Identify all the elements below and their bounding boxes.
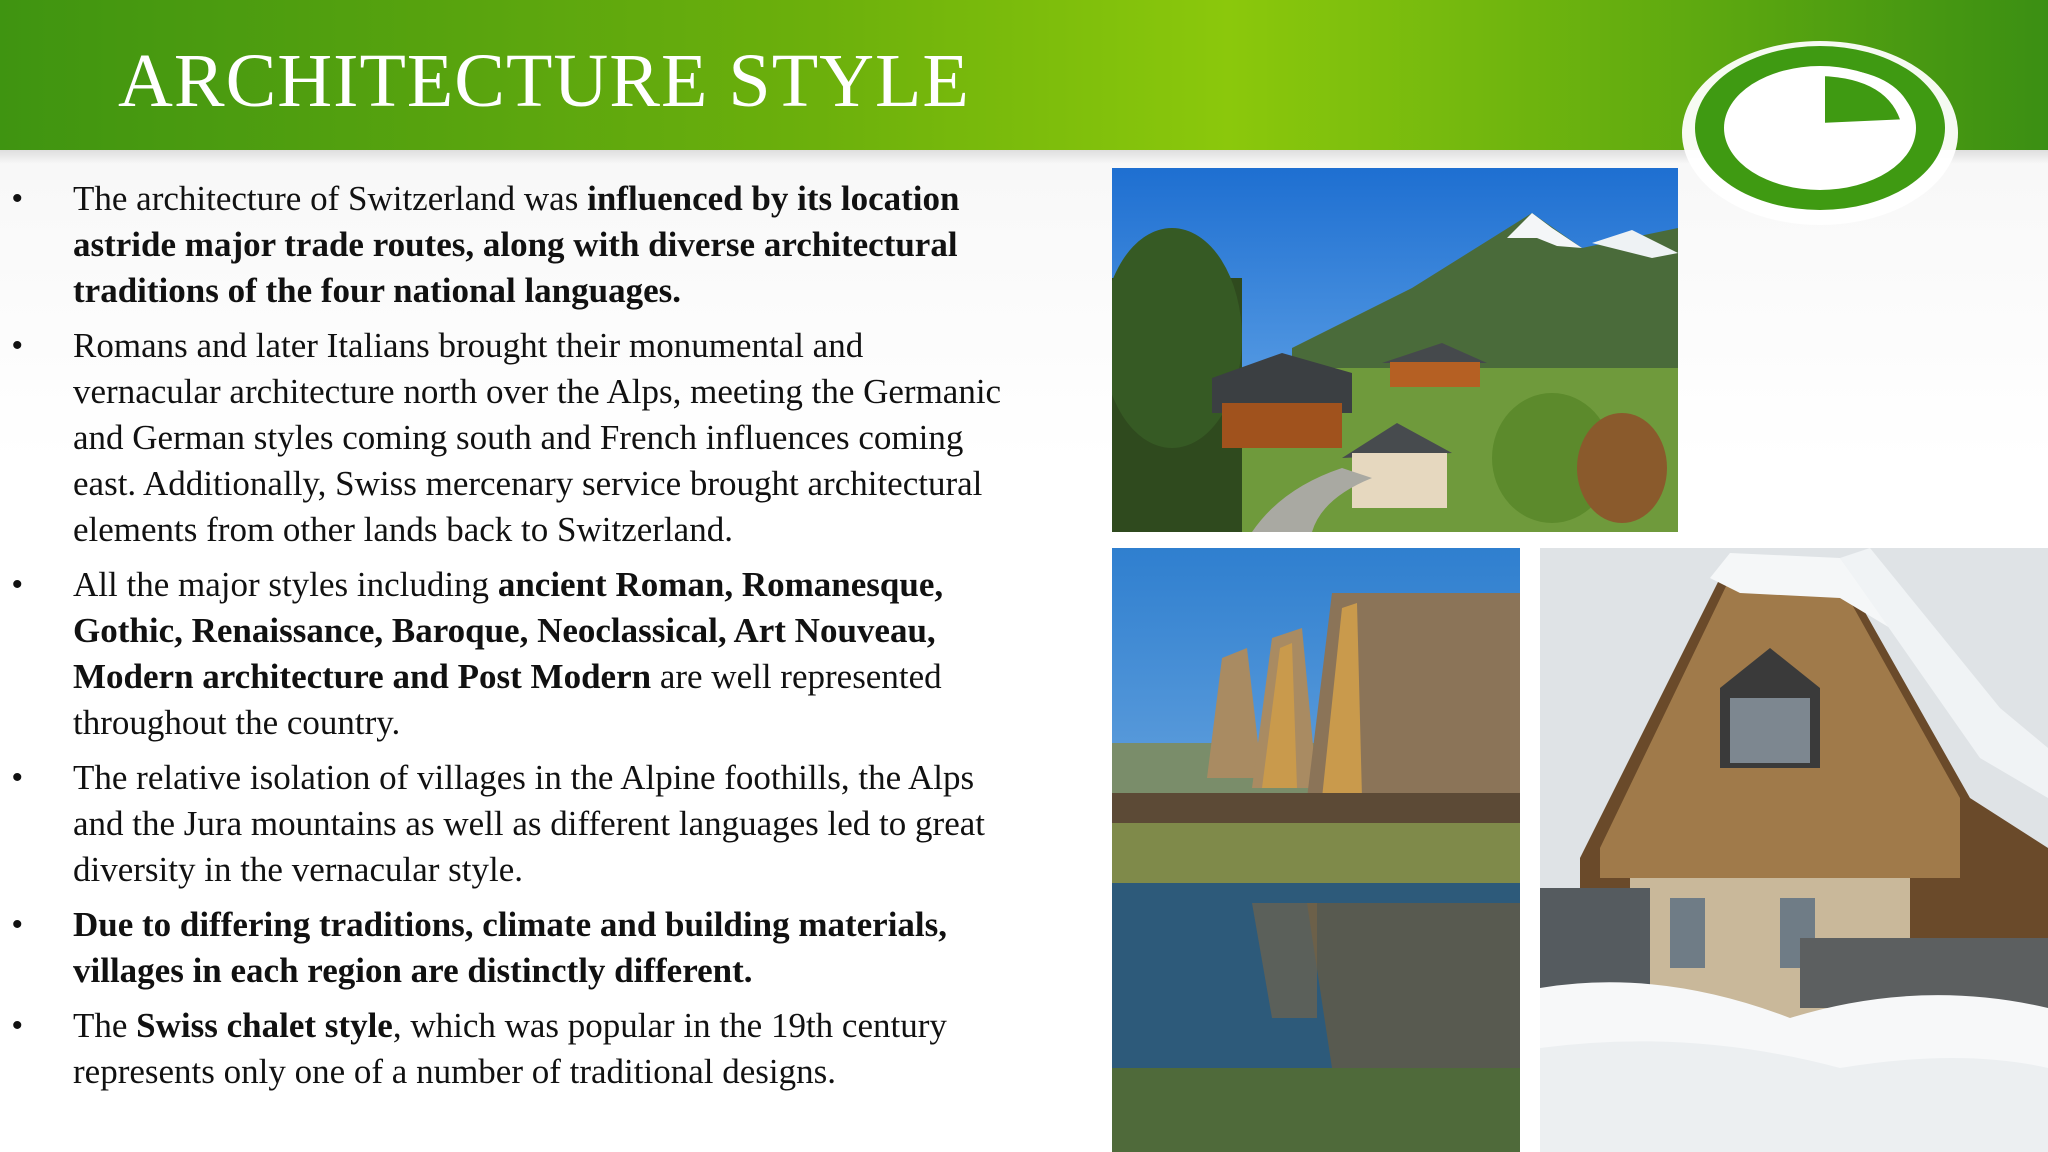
- bold-text: astride major trade routes, along with diverse architectural: [73, 225, 958, 264]
- bullet-line: [73, 700, 1100, 746]
- bullet-line: [73, 847, 1100, 893]
- bullet-line: [73, 507, 1100, 553]
- logo-icon: [1670, 28, 1970, 228]
- bullet-line: [73, 801, 1100, 847]
- bullet-marker: •: [12, 908, 23, 941]
- body-text: throughout the country.: [73, 703, 401, 742]
- bullet-marker: •: [12, 1009, 23, 1042]
- body-text: elements from other lands back to Switzerland.: [73, 510, 733, 549]
- bullet-item: [0, 902, 1100, 994]
- bullet-line: [73, 222, 1100, 268]
- bullet-line: [73, 461, 1100, 507]
- bullet-item: [0, 323, 1100, 553]
- bullet-line: [73, 1049, 1100, 1095]
- bullet-item: [0, 176, 1100, 314]
- bullet-marker: •: [12, 182, 23, 215]
- bullet-marker: •: [12, 761, 23, 794]
- bullet-line: [73, 369, 1100, 415]
- bold-text: traditions of the four national languages.: [73, 271, 682, 310]
- bullet-list: [0, 176, 1100, 1104]
- bold-text: Swiss chalet style: [136, 1006, 393, 1045]
- body-text: The: [73, 1006, 137, 1045]
- body-text: The architecture of Switzerland was: [73, 179, 588, 218]
- body-text: and the Jura mountains as well as different languages led to great: [73, 804, 985, 843]
- bullet-item: [0, 562, 1100, 746]
- body-text: vernacular architecture north over the Alps, meeting the Germanic: [73, 372, 1002, 411]
- body-text: east. Additionally, Swiss mercenary service brought architectural: [73, 464, 983, 503]
- body-text: The relative isolation of villages in the Alpine foothills, the Alps: [73, 758, 975, 797]
- bullet-line: [73, 562, 1100, 608]
- bullet-marker: •: [12, 329, 23, 362]
- bullet-line: [73, 755, 1100, 801]
- bold-text: influenced by its location: [587, 179, 960, 218]
- bullet-line: [73, 323, 1100, 369]
- slide-title: ARCHITECTURE STYLE: [118, 39, 970, 123]
- bullet-marker: •: [12, 568, 23, 601]
- body-text: Romans and later Italians brought their monumental and: [73, 326, 864, 365]
- bold-text: Due to differing traditions, climate and building materials,: [73, 905, 948, 944]
- photo-snowy-chalet: [1540, 548, 2048, 1152]
- body-text: , which was popular in the 19th century: [392, 1006, 947, 1045]
- bullet-line: [73, 1003, 1100, 1049]
- body-text: and German styles coming south and French influences coming: [73, 418, 964, 457]
- bullet-line: [73, 654, 1100, 700]
- bold-text: Modern architecture and Post Modern: [73, 657, 652, 696]
- bullet-line: [73, 608, 1100, 654]
- bullet-line: [73, 415, 1100, 461]
- photo-thatched-houses: [1112, 548, 1520, 1152]
- photo-alpine-village: [1112, 168, 1678, 532]
- bullet-line: [73, 268, 1100, 314]
- bullet-line: [73, 902, 1100, 948]
- body-text: All the major styles including: [73, 565, 498, 604]
- bold-text: villages in each region are distinctly different.: [73, 951, 753, 990]
- bold-text: ancient Roman, Romanesque,: [497, 565, 944, 604]
- body-text: represents only one of a number of traditional designs.: [73, 1052, 836, 1091]
- bold-text: Gothic, Renaissance, Baroque, Neoclassical, Art Nouveau,: [73, 611, 936, 650]
- bullet-item: [0, 1003, 1100, 1095]
- bullet-line: [73, 176, 1100, 222]
- bullet-line: [73, 948, 1100, 994]
- body-text: diversity in the vernacular style.: [73, 850, 523, 889]
- bullet-item: [0, 755, 1100, 893]
- body-text: are well represented: [651, 657, 942, 696]
